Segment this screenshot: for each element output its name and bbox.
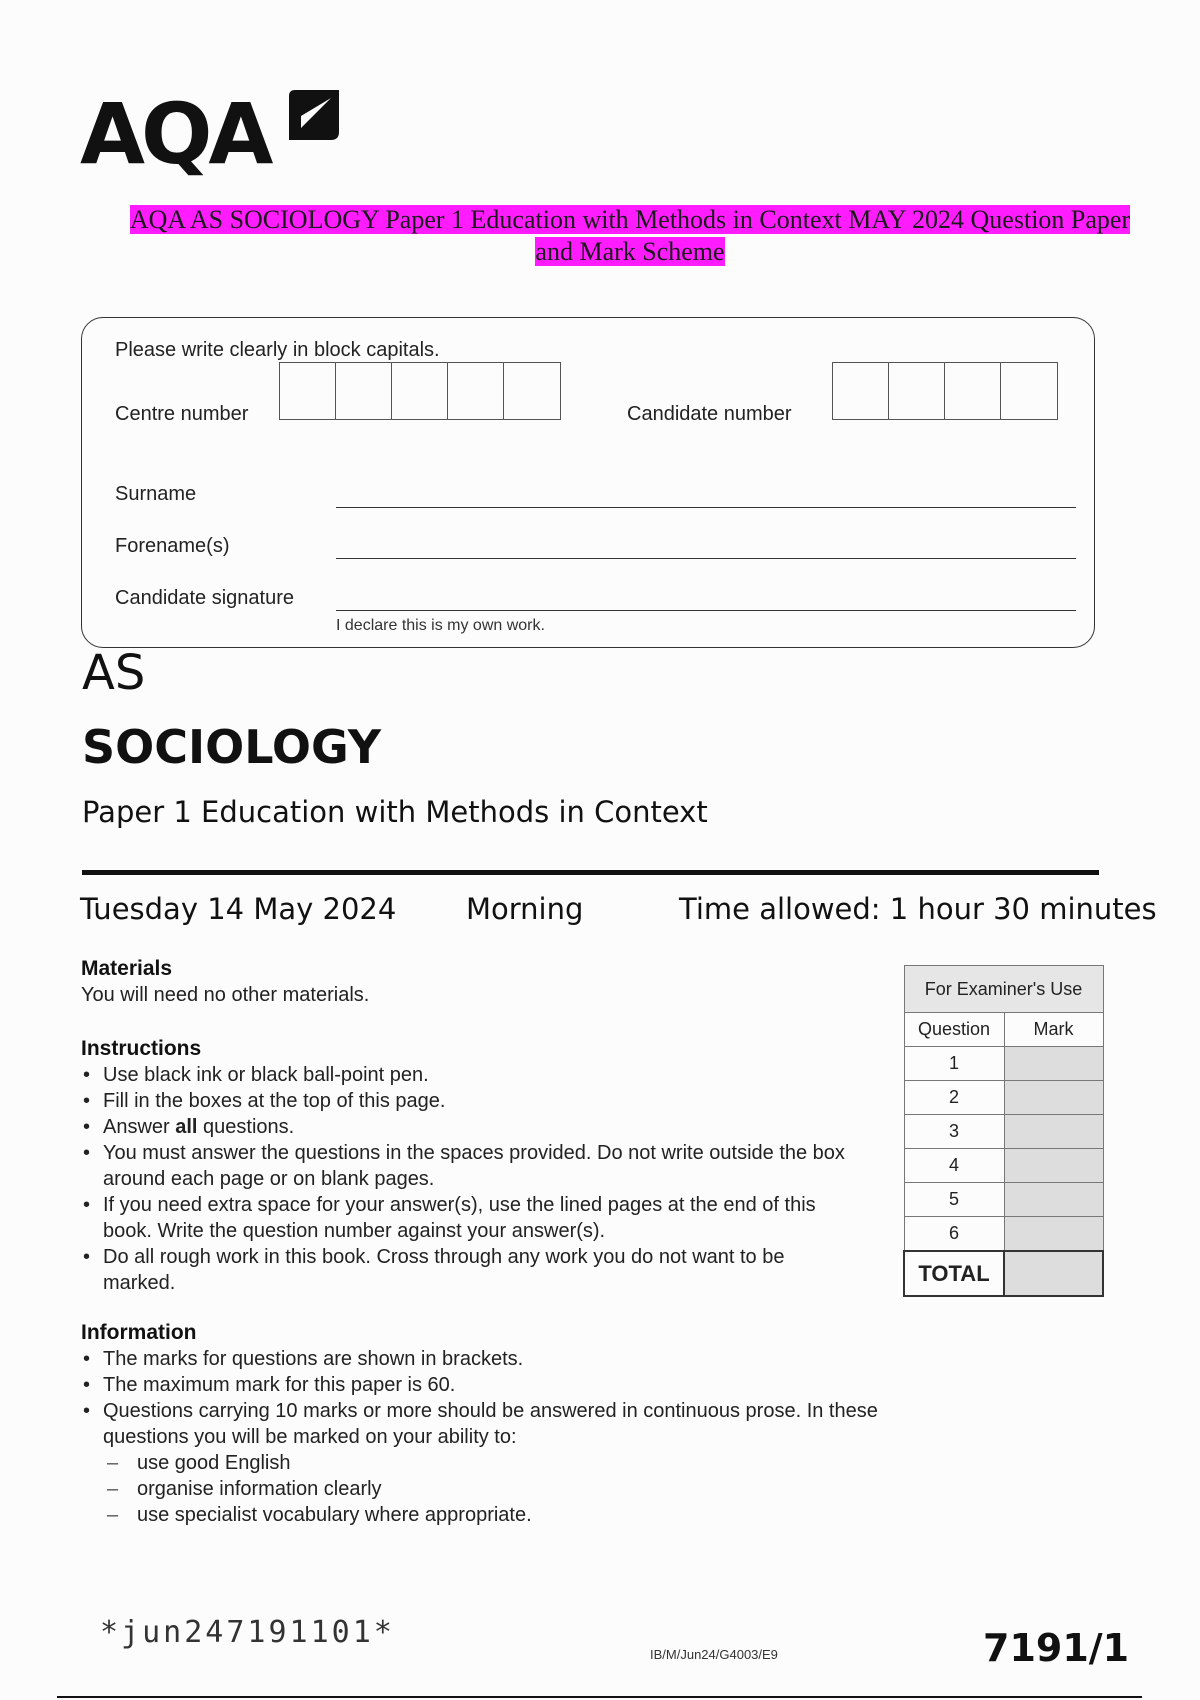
list-item: • If you need extra space for your answer(s), use the lined pages at the end of this book. Write the question number against your answer(s). (81, 1192, 861, 1244)
centre-number-digit[interactable] (336, 363, 392, 419)
question-number: 6 (904, 1217, 1004, 1252)
forename-field[interactable] (336, 558, 1076, 559)
list-item: • Answer all questions. (81, 1114, 861, 1140)
mark-cell (1004, 1047, 1103, 1081)
candidate-number-digit[interactable] (889, 363, 945, 419)
centre-number-digit[interactable] (448, 363, 504, 419)
mark-column-header: Mark (1004, 1013, 1103, 1047)
declaration-text: I declare this is my own work. (336, 617, 545, 634)
list-item: • The maximum mark for this paper is 60. (81, 1372, 901, 1398)
list-item: • Do all rough work in this book. Cross through any work you do not want to be marked. (81, 1244, 861, 1296)
surname-field[interactable] (336, 507, 1076, 508)
materials-heading: Materials (81, 957, 173, 980)
surname-label: Surname (115, 483, 197, 505)
candidate-number-boxes[interactable] (832, 362, 1058, 420)
block-capitals-instruction: Please write clearly in block capitals. (115, 339, 440, 361)
time-allowed: Time allowed: 1 hour 30 minutes (679, 892, 1157, 926)
table-row (904, 1047, 1103, 1081)
list-item: • You must answer the questions in the spaces provided. Do not write outside the box around each page or on blank pages. (81, 1140, 861, 1192)
table-row (904, 1081, 1103, 1115)
centre-number-digit[interactable] (280, 363, 336, 419)
mark-cell (1004, 1149, 1103, 1183)
instructions-heading: Instructions (81, 1037, 202, 1060)
question-number: 2 (904, 1081, 1004, 1115)
banner-line-1: AQA AS SOCIOLOGY Paper 1 Education with Methods in Context MAY 2024 Question Paper (129, 205, 1131, 234)
title-banner (80, 204, 1180, 268)
aqa-logo-tick-icon (285, 86, 343, 144)
materials-section (81, 956, 881, 1008)
candidate-number-label: Candidate number (627, 403, 792, 425)
mark-cell (1004, 1115, 1103, 1149)
paper-code: 7191/1 (983, 1626, 1130, 1670)
centre-number-boxes[interactable] (279, 362, 561, 420)
list-item: • Use black ink or black ball-point pen. (81, 1062, 861, 1088)
list-sub-item: – use good English (81, 1450, 901, 1476)
information-section (81, 1320, 901, 1528)
candidate-number-digit[interactable] (833, 363, 889, 419)
question-column-header: Question (904, 1013, 1004, 1047)
emphasis-all: all (175, 1116, 198, 1138)
question-number: 3 (904, 1115, 1004, 1149)
materials-text: You will need no other materials. (81, 984, 370, 1006)
banner-line-2: and Mark Scheme (535, 237, 725, 266)
mark-cell (1004, 1217, 1103, 1252)
candidate-number-digit[interactable] (945, 363, 1001, 419)
qualification-level: AS (82, 645, 146, 701)
total-row (904, 1251, 1103, 1296)
examiner-table-title: For Examiner's Use (904, 966, 1103, 1013)
table-row (904, 1149, 1103, 1183)
footer-divider (57, 1696, 1142, 1698)
list-item: • Questions carrying 10 marks or more should be answered in continuous prose. In these questions you will be marked on your ability to: (81, 1398, 901, 1450)
centre-number-label: Centre number (115, 403, 249, 425)
list-item: • The marks for questions are shown in brackets. (81, 1346, 901, 1372)
instructions-list (81, 1062, 861, 1296)
list-sub-item: – organise information clearly (81, 1476, 901, 1502)
table-row (904, 1183, 1103, 1217)
table-row (904, 1115, 1103, 1149)
aqa-logo-text: AQA (80, 85, 270, 183)
centre-number-digit[interactable] (392, 363, 448, 419)
subject-title: SOCIOLOGY (82, 720, 382, 774)
list-item: • Fill in the boxes at the top of this page. (81, 1088, 861, 1114)
paper-title: Paper 1 Education with Methods in Context (82, 795, 708, 829)
list-sub-item: – use specialist vocabulary where appropriate. (81, 1502, 901, 1528)
question-number: 5 (904, 1183, 1004, 1217)
mark-cell (1004, 1081, 1103, 1115)
exam-session: Morning (466, 892, 584, 926)
information-list (81, 1346, 901, 1528)
instructions-section (81, 1036, 861, 1296)
title-divider (82, 870, 1099, 875)
question-number: 4 (904, 1149, 1004, 1183)
information-heading: Information (81, 1321, 197, 1344)
examiner-use-table (903, 965, 1104, 1297)
candidate-details-box (81, 317, 1095, 648)
total-mark-cell (1004, 1251, 1103, 1296)
centre-number-digit[interactable] (504, 363, 560, 419)
table-row (904, 1217, 1103, 1252)
signature-field[interactable] (336, 610, 1076, 611)
mark-cell (1004, 1183, 1103, 1217)
signature-label: Candidate signature (115, 587, 295, 609)
barcode-text: *jun247191101* (100, 1615, 395, 1650)
forename-label: Forename(s) (115, 535, 230, 557)
document-reference: IB/M/Jun24/G4003/E9 (650, 1647, 778, 1662)
total-label: TOTAL (904, 1251, 1004, 1296)
exam-date: Tuesday 14 May 2024 (80, 892, 397, 926)
candidate-number-digit[interactable] (1001, 363, 1057, 419)
aqa-logo (80, 85, 350, 183)
question-number: 1 (904, 1047, 1004, 1081)
